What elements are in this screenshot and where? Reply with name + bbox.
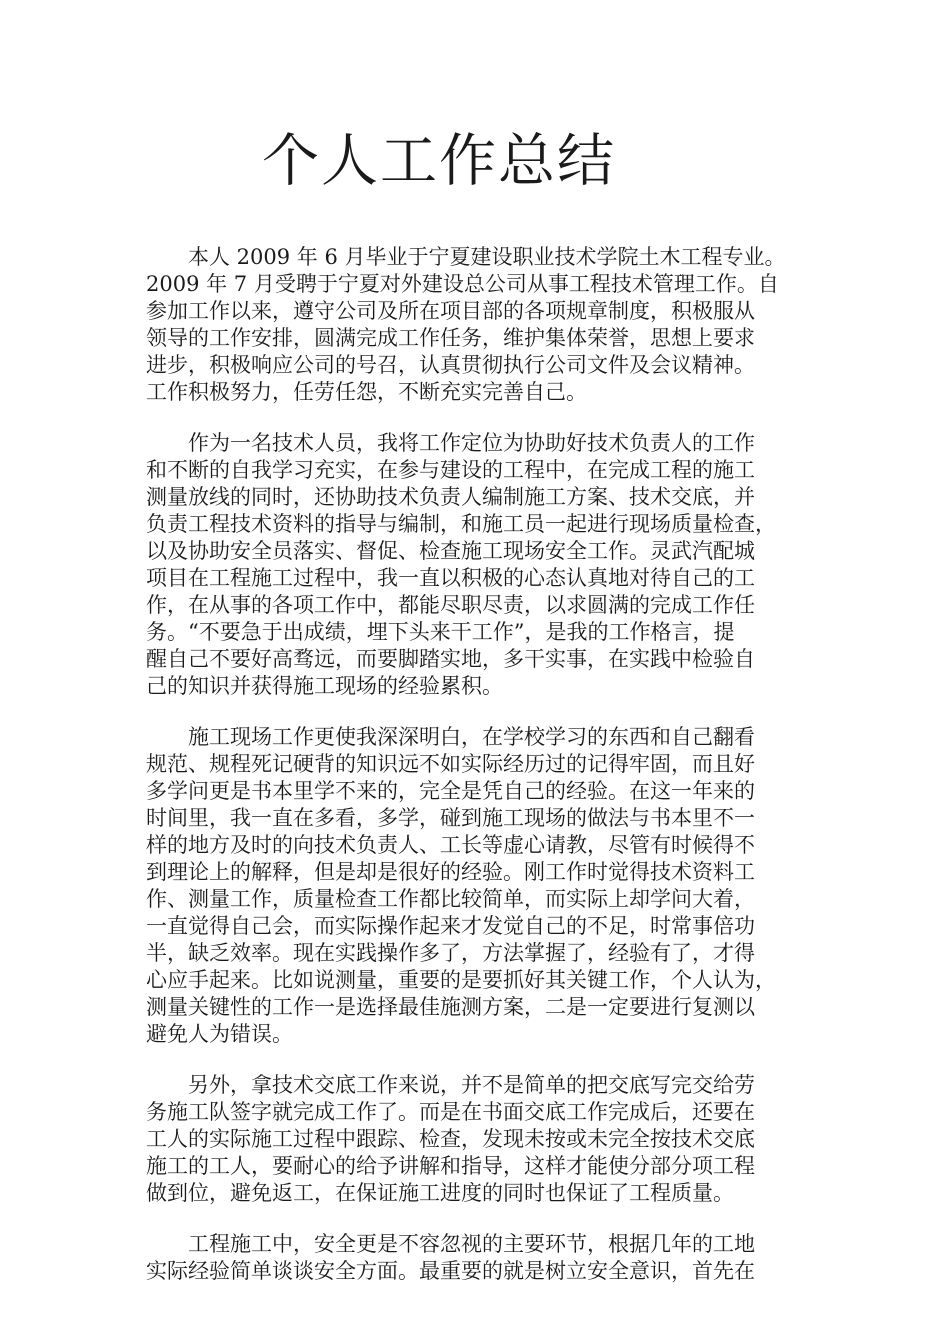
paragraph-line: 施工现场工作更使我深深明白，在学校学习的东西和自己翻看 — [188, 725, 755, 749]
paragraph-line: 测量放线的同时，还协助技术负责人编制施工方案、技术交底，并 — [146, 485, 755, 509]
paragraph-line: 作，在从事的各项工作中，都能尽职尽责，以求圆满的完成工作任 — [146, 593, 755, 617]
paragraph-line: 避免人为错误。 — [146, 1022, 293, 1046]
paragraph-line: 务施工队签字就完成工作了。而是在书面交底工作完成后，还要在 — [146, 1100, 755, 1124]
paragraph-5 — [146, 1231, 826, 1285]
paragraph-line: 规范、规程死记硬背的知识远不如实际经历过的记得牢固，而且好 — [146, 752, 755, 776]
paragraph-line: 做到位，避免返工，在保证施工进度的同时也保证了工程质量。 — [146, 1181, 734, 1205]
paragraph-line: 醒自己不要好高骛远，而要脚踏实地，多干实事，在实践中检验自 — [146, 647, 755, 671]
paragraph-line: 多学问更是书本里学不来的，完全是凭自己的经验。在这一年来的 — [146, 779, 755, 803]
paragraph-line: 实际经验简单谈谈安全方面。最重要的就是树立安全意识，首先在 — [146, 1259, 755, 1283]
paragraph-line: 作、测量工作，质量检查工作都比较简单，而实际上却学问大着， — [146, 887, 755, 911]
paragraph-line: 以及协助安全员落实、督促、检查施工现场安全工作。灵武汽配城 — [146, 539, 755, 563]
paragraph-line: 项目在工程施工过程中，我一直以积极的心态认真地对待自己的工 — [146, 566, 755, 590]
paragraph-2 — [146, 430, 826, 700]
paragraph-4 — [146, 1072, 826, 1207]
paragraph-line: 和不断的自我学习充实，在参与建设的工程中，在完成工程的施工 — [146, 458, 755, 482]
document-title: 个人工作总结 — [262, 128, 616, 194]
paragraph-line: 另外，拿技术交底工作来说，并不是简单的把交底写完交给劳 — [188, 1073, 755, 1097]
paragraph-line: 2009 年 7 月受聘于宁夏对外建设总公司从事工程技术管理工作。自 — [146, 272, 779, 296]
paragraph-line: 己的知识并获得施工现场的经验累积。 — [146, 674, 503, 698]
paragraph-1 — [146, 244, 826, 406]
paragraph-line: 到理论上的解释，但是却是很好的经验。刚工作时觉得技术资料工 — [146, 860, 755, 884]
paragraph-line: 工人的实际施工过程中跟踪、检查，发现未按或未完全按技术交底 — [146, 1127, 755, 1151]
paragraph-line: 测量关键性的工作一是选择最佳施测方案，二是一定要进行复测以 — [146, 995, 755, 1019]
paragraph-line: 施工的工人，要耐心的给予讲解和指导，这样才能使分部分项工程 — [146, 1154, 755, 1178]
paragraph-line: 作为一名技术人员，我将工作定位为协助好技术负责人的工作 — [188, 431, 755, 455]
paragraph-line: 半，缺乏效率。现在实践操作多了，方法掌握了，经验有了，才得 — [146, 941, 755, 965]
paragraph-line: 时间里，我一直在多看，多学，碰到施工现场的做法与书本里不一 — [146, 806, 755, 830]
paragraph-line: 工作积极努力，任劳任怨，不断充实完善自己。 — [146, 380, 587, 404]
paragraph-line: 务。“不要急于出成绩，埋下头来干工作”，是我的工作格言，提 — [146, 620, 735, 644]
paragraph-line: 工程施工中，安全更是不容忽视的主要环节，根据几年的工地 — [188, 1232, 755, 1256]
paragraph-line: 进步，积极响应公司的号召，认真贯彻执行公司文件及会议精神。 — [146, 353, 755, 377]
paragraph-line: 心应手起来。比如说测量，重要的是要抓好其关键工作，个人认为， — [146, 968, 776, 992]
paragraph-line: 本人 2009 年 6 月毕业于宁夏建设职业技术学院土木工程专业。 — [188, 245, 786, 269]
paragraph-line: 负责工程技术资料的指导与编制，和施工员一起进行现场质量检查， — [146, 512, 776, 536]
paragraph-line: 样的地方及时的向技术负责人、工长等虚心请教，尽管有时候得不 — [146, 833, 755, 857]
paragraph-line: 领导的工作安排，圆满完成工作任务，维护集体荣誉，思想上要求 — [146, 326, 755, 350]
paragraph-line: 一直觉得自己会，而实际操作起来才发觉自己的不足，时常事倍功 — [146, 914, 755, 938]
paragraph-line: 参加工作以来，遵守公司及所在项目部的各项规章制度，积极服从 — [146, 299, 755, 323]
document-body — [146, 244, 826, 1309]
paragraph-3 — [146, 724, 826, 1048]
